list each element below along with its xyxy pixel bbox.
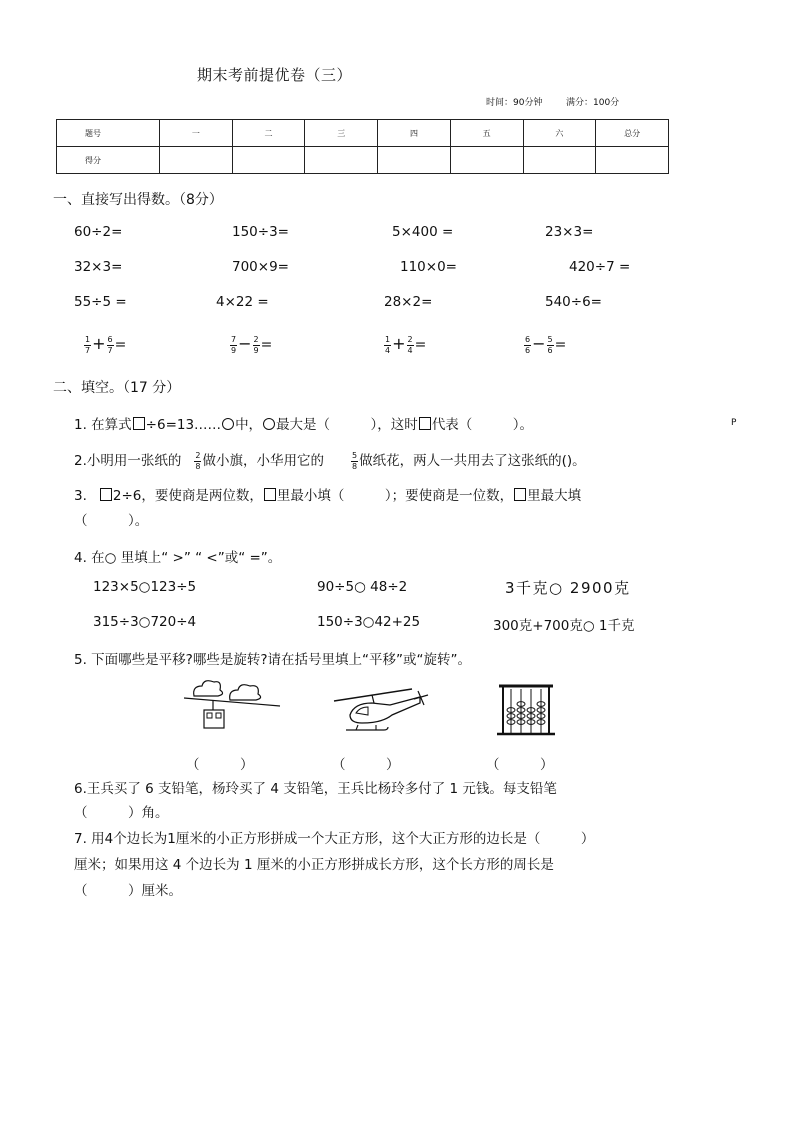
question-7-line2: 厘米；如果用这 4 个边长为 1 厘米的小正方形拼成长方形，这个长方形的周长是 <box>74 857 554 873</box>
score-cell[interactable] <box>305 147 378 174</box>
fraction: $\frac{6}{6}$ <box>525 334 531 355</box>
section1-title: 一、直接写出得数。（8分） <box>53 192 223 208</box>
square-box-icon <box>264 488 276 501</box>
question-3: 3. 2÷6，要使商是两位数， 里最小填（ ）；要使商是一位数， 里最大填 <box>74 488 582 504</box>
fraction-exercise: $\frac{1}{4}$ + $\frac{2}{4}$ = <box>385 334 427 355</box>
exercise: 4×22 = <box>216 294 269 310</box>
question-6-line2: （ ）角。 <box>74 805 169 821</box>
score-cell[interactable] <box>596 147 669 174</box>
answer-blank[interactable]: （ ） <box>332 757 400 773</box>
table-cell: 二 <box>232 120 305 147</box>
score-cell[interactable] <box>232 147 305 174</box>
exercise: 420÷7 = <box>569 259 631 275</box>
answer-blank[interactable]: （ ） <box>486 757 554 773</box>
compare-item: 300克+700克○ 1千克 <box>493 618 635 634</box>
exercise: 540÷6= <box>545 294 602 310</box>
score-cell[interactable] <box>378 147 451 174</box>
square-box-icon <box>133 417 145 430</box>
question-7-line3: （ ）厘米。 <box>74 883 182 899</box>
table-cell: 三 <box>305 120 378 147</box>
section2-title: 二、填空。（17 分） <box>53 380 181 396</box>
abacus-icon <box>497 683 555 737</box>
circle-icon <box>263 418 275 430</box>
fraction-exercise: $\frac{6}{6}$ − $\frac{5}{6}$ = <box>525 334 567 355</box>
full-score: 满分：100分 <box>566 98 620 108</box>
exercise: 700×9= <box>232 259 289 275</box>
question-1: 1. 在算式 ÷6=13…… 中， 最大是（ ），这时 代表（ ）。 <box>74 417 534 433</box>
question-6: 6.王兵买了 6 支铅笔，杨玲买了 4 支铅笔，王兵比杨玲多付了 1 元钱。每支铅笔 <box>74 781 557 797</box>
table-cell: 一 <box>160 120 233 147</box>
fraction: $\frac{2}{8}$ <box>195 450 201 471</box>
compare-item: 315÷3○720÷4 <box>93 614 197 630</box>
question-3-line2: （ ）。 <box>74 513 149 529</box>
exercise: 5×400 = <box>392 224 454 240</box>
fraction-exercise: $\frac{1}{7}$ + $\frac{6}{7}$ = <box>85 334 127 355</box>
exercise: 60÷2= <box>74 224 123 240</box>
circle-icon <box>222 418 234 430</box>
exercise: 32×3= <box>74 259 123 275</box>
page-title: 期末考前提优卷（三） <box>197 66 353 84</box>
table-row <box>57 147 669 174</box>
table-cell: 四 <box>378 120 451 147</box>
square-box-icon <box>419 417 431 430</box>
fraction: $\frac{7}{9}$ <box>231 334 237 355</box>
exercise: 55÷5 = <box>74 294 127 310</box>
fraction-exercise: $\frac{7}{9}$ − $\frac{2}{9}$ = <box>231 334 273 355</box>
square-box-icon <box>514 488 526 501</box>
compare-item: 123×5○123÷5 <box>93 579 197 595</box>
compare-item: 3千克○ 2900克 <box>505 579 631 597</box>
question-5-title: 5. 下面哪些是平移?哪些是旋转?请在括号里填上“平移”或“旋转”。 <box>74 652 471 668</box>
fraction: $\frac{5}{6}$ <box>547 334 553 355</box>
answer-blank[interactable]: （ ） <box>186 757 254 773</box>
exercise: 23×3= <box>545 224 594 240</box>
table-cell: 六 <box>523 120 596 147</box>
fraction: $\frac{1}{4}$ <box>385 334 391 355</box>
compare-item: 90÷5○ 48÷2 <box>317 579 408 595</box>
table-cell: 五 <box>450 120 523 147</box>
score-cell[interactable] <box>523 147 596 174</box>
score-table <box>56 119 669 174</box>
question-7: 7. 用4个边长为1厘米的小正方形拼成一个大正方形，这个大正方形的边长是（ ） <box>74 831 595 847</box>
table-cell: 总分 <box>596 120 669 147</box>
square-box-icon <box>100 488 112 501</box>
stray-mark: P <box>731 418 737 428</box>
exam-time: 时间：90分钟 <box>486 98 543 108</box>
table-cell: 得分 <box>57 147 160 174</box>
compare-item: 150÷3○42+25 <box>317 614 421 630</box>
fraction: $\frac{1}{7}$ <box>85 334 91 355</box>
fraction: $\frac{5}{8}$ <box>351 450 358 471</box>
cable-car-icon <box>180 676 284 734</box>
table-cell: 题号 <box>57 120 160 147</box>
score-cell[interactable] <box>450 147 523 174</box>
exercise: 28×2= <box>384 294 433 310</box>
table-row <box>57 120 669 147</box>
fraction: $\frac{2}{9}$ <box>253 334 259 355</box>
score-cell[interactable] <box>160 147 233 174</box>
exercise: 150÷3= <box>232 224 289 240</box>
exercise: 110×0= <box>400 259 457 275</box>
fraction: $\frac{6}{7}$ <box>107 334 113 355</box>
fraction: $\frac{2}{4}$ <box>407 334 413 355</box>
helicopter-icon <box>332 683 430 735</box>
question-2: 2.小明用一张纸的 $\frac{2}{8}$ 做小旗，小华用它的 $\frac{5}{8}$ 做纸花，两人一共用去了这张纸的()。 <box>74 450 586 471</box>
question-4-title: 4. 在○ 里填上“ >” “ <”或“ =”。 <box>74 550 282 566</box>
